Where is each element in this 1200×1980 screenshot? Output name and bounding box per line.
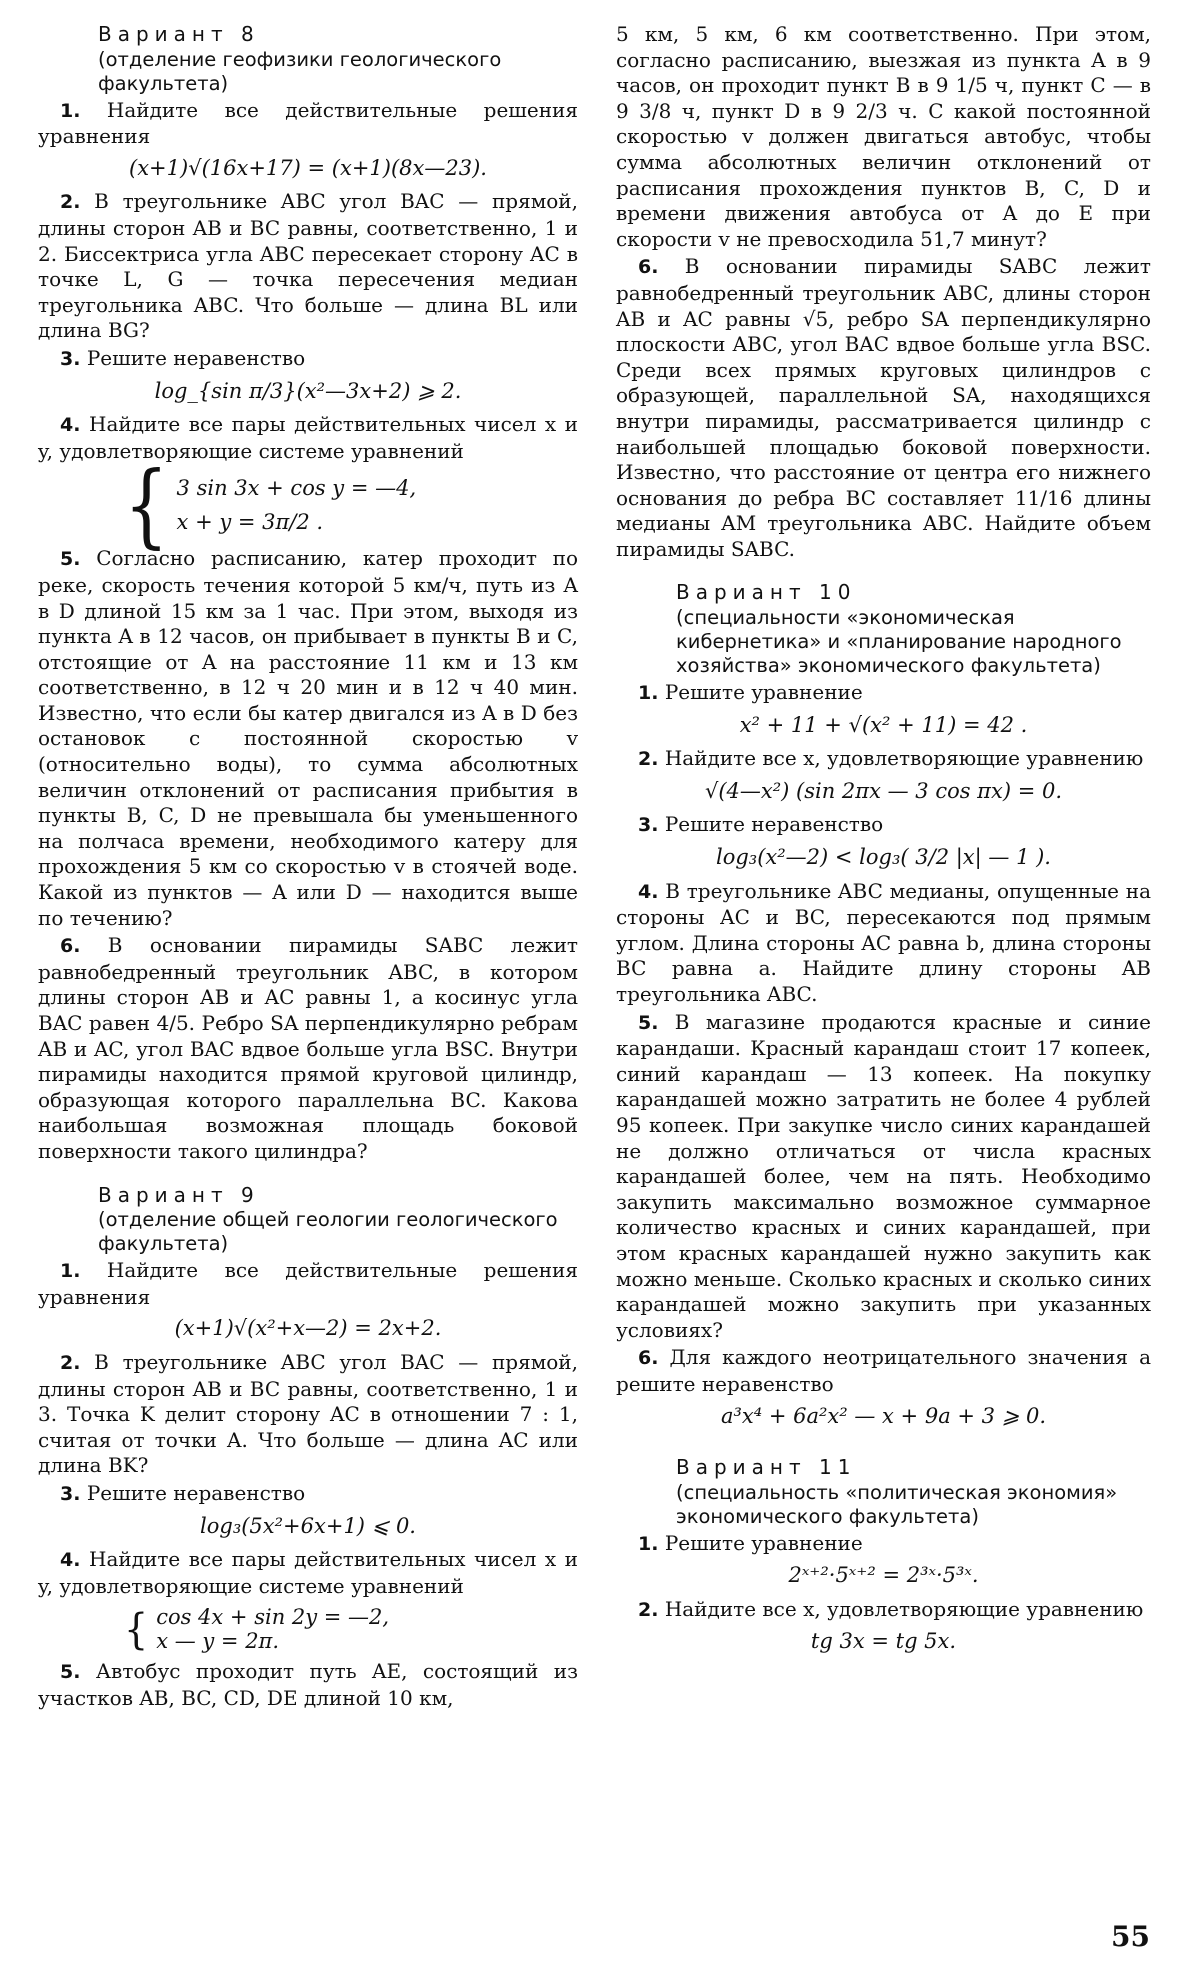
brace-symbol: { [124,452,169,559]
v11-formula-1: 2ˣ⁺²·5ˣ⁺² = 2³ˣ·5³ˣ. [788,1563,979,1588]
variant-10-subtitle: (специальности «экономическая кибернетика» и «планирование народного хозяйства» экономического факультета) [676,606,1122,678]
v9-formula-1: (x+1)√(x²+x—2) = 2x+2. [174,1316,442,1341]
v9-formula-3: log₃(5x²+6x+1) ⩽ 0. [200,1513,416,1538]
v8-task-1: 1. Найдите все действительные решения уравнения [38,97,578,149]
v8-system [124,452,578,559]
variant-8-title: Вариант 8 [98,22,260,46]
v9-task-5-continued: 5 км, 5 км, 6 км соответственно. При этом, согласно расписанию, выезжая из пункта A в 9 часов, он проходит пункт B в 9 1/5 ч, пункт C — в 9 3/8 ч, пункт D в 9 2/3 ч. С какой постоянной скоростью v должен двигаться автобус, чтобы сумма абсолютных величин отклонений от расписания прохождения пунктов B, C, D и времени движения автобуса от A до E при скорости v не превосходила 51,7 минут? [616,22,1151,251]
v10-formula-6: a³x⁴ + 6a²x² — x + 9a + 3 ⩾ 0. [720,1403,1047,1428]
v8-task-6: 6. В основании пирамиды SABC лежит равнобедренный треугольник ABC, в котором длины сторон AB и AC равны 1, а косинус угла BAC равен 4/5. Ребро SA перпендикулярно ребрам AB и AC, угол BAC вдвое больше угла BSC. Внутри пирамиды находится прямой круговой цилиндр, образующая которого параллельна BC. Какова наибольшая возможная площадь боковой поверхности такого цилиндра? [38,933,578,1163]
v10-formula-2: √(4—x²) (sin 2πx — 3 cos πx) = 0. [704,778,1063,803]
v8-task-2: 2. В треугольнике ABC угол BAC — прямой, длины сторон AB и BC равны, соответственно, 1 и 2. Биссектриса угла ABC пересекает сторону AC в точке L, G — точка пересечения медиан треугольника ABC. Что больше — длина BL или длина BG? [38,189,578,343]
v10-task-4: 4. В треугольнике ABC медианы, опущенные на стороны AC и BC, пересекаются под прямым углом. Длина стороны AC равна b, длина стороны BC равна a. Найдите длину стороны AB треугольника ABC. [616,878,1151,1006]
v8-formula-3: log_{sin π/3}(x²—3x+2) ⩾ 2. [154,378,462,403]
variant-9-title: Вариант 9 [98,1182,260,1207]
page-number: 55 [1111,1920,1150,1953]
variant-8-subtitle: (отделение геофизики геологического факультета) [98,47,502,95]
variant-11-title: Вариант 11 [676,1455,857,1480]
v10-task-1: 1. Решите уравнение [638,680,863,705]
v8-system-eq1: 3 sin 3x + cos y = —4, [176,476,417,501]
v9-task-3: 3. Решите неравенство [60,1480,306,1505]
v8-task-5: 5. Согласно расписанию, катер проходит по реке, скорость течения которой 5 км/ч, путь из A в D длиной 15 км за 1 час. При этом, выходя из пункта A в 12 часов, он прибывает в пункты B и C, отстоящие от A на расстояние 11 км и 13 км соответственно, в 12 ч 20 мин и в 12 ч 40 мин. Известно, что если бы катер двигался из A в D без остановок с постоянной скоростью v (относительно воды), то сумма абсолютных величин отклонений от расписания прибытия в пункты B, C, D не превышала бы уменьшенного на полчаса времени, необходимого катеру для прохождения 5 км со скоростью v в стоячей воде. Какой из пунктов — A или D — находится выше по течению? [38,546,579,930]
variant-10-title: Вариант 10 [676,580,857,605]
v10-task-6: 6. Для каждого неотрицательного значения a решите неравенство [616,1345,1151,1396]
v8-formula-1: (x+1)√(16x+17) = (x+1)(8x—23). [129,155,487,180]
left-column [38,22,578,1711]
v9-task-1: 1. Найдите все действительные решения уравнения [38,1258,578,1309]
v8-task-3: 3. Решите неравенство [60,345,306,370]
right-column [616,22,1151,1663]
v9-task-6: 6. В основании пирамиды SABC лежит равнобедренный треугольник ABC, длины сторон AB и AC равны √5, ребро SA перпендикулярно плоскости ABC, угол BAC вдвое больше угла BSC. Среди всех прямых круговых цилиндров с образующей, параллельной SA, находящихся внутри пирамиды, рассматривается цилиндр с наибольшей площадью боковой поверхности. Известно, что расстояние от центра его нижнего основания до ребра BC составляет 11/16 длины медианы AM треугольника ABC. Найдите объем пирамиды SABC. [616,254,1151,561]
v9-system [124,1605,578,1653]
v10-formula-3: log₃(x²—2) < log₃( 3/2 |x| — 1 ). [716,845,1051,870]
v10-task-2: 2. Найдите все x, удовлетворяющие уравнению [638,746,1144,771]
v8-task-4: 4. Найдите все пары действительных чисел x и y, удовлетворяющие системе уравнений [38,412,579,463]
v8-system-eq2: x + y = 3π/2 . [176,510,324,535]
v11-task-1: 1. Решите уравнение [638,1530,863,1555]
v10-task-5: 5. В магазине продаются красные и синие карандаши. Красный карандаш стоит 17 копеек, синий карандаш — 13 копеек. На покупку карандашей можно затратить не более 4 рублей 95 копеек. При закупке число синих карандашей не должно отличаться от числа красных карандашей более, чем на пять. Необходимо закупить максимально возможное суммарное количество красных и синих карандашей, при этом красных карандашей нужно закупить как можно меньше. Сколько красных и сколько синих карандашей можно закупить при указанных условиях? [616,1009,1152,1342]
v10-task-3: 3. Решите неравенство [638,812,884,837]
v11-task-2: 2. Найдите все x, удовлетворяющие уравнению [638,1596,1144,1621]
v9-task-5: 5. Автобус проходит путь AE, состоящий из участков AB, BC, CD, DE длиной 10 км, [38,1659,578,1710]
v9-system-eq2: x — y = 2π. [156,1629,280,1654]
v9-task-2: 2. В треугольнике ABC угол BAC — прямой, длины сторон AB и BC равны, соответственно, 1 и 3. Точка K делит сторону AC в отношении 7 : 1, считая от точки A. Что больше — длина AC или длина BK? [38,1349,578,1478]
brace-symbol: { [124,1605,149,1654]
v10-formula-1: x² + 11 + √(x² + 11) = 42 . [739,712,1028,737]
v9-system-eq1: cos 4x + sin 2y = —2, [156,1605,390,1630]
variant-9-subtitle: (отделение общей геологии геологического факультета) [98,1208,558,1256]
v11-formula-2: tg 3x = tg 5x. [810,1629,957,1654]
v9-task-4: 4. Найдите все пары действительных чисел x и y, удовлетворяющие системе уравнений [38,1547,579,1598]
variant-11-subtitle: (специальность «политическая экономия» экономического факультета) [676,1480,1118,1528]
